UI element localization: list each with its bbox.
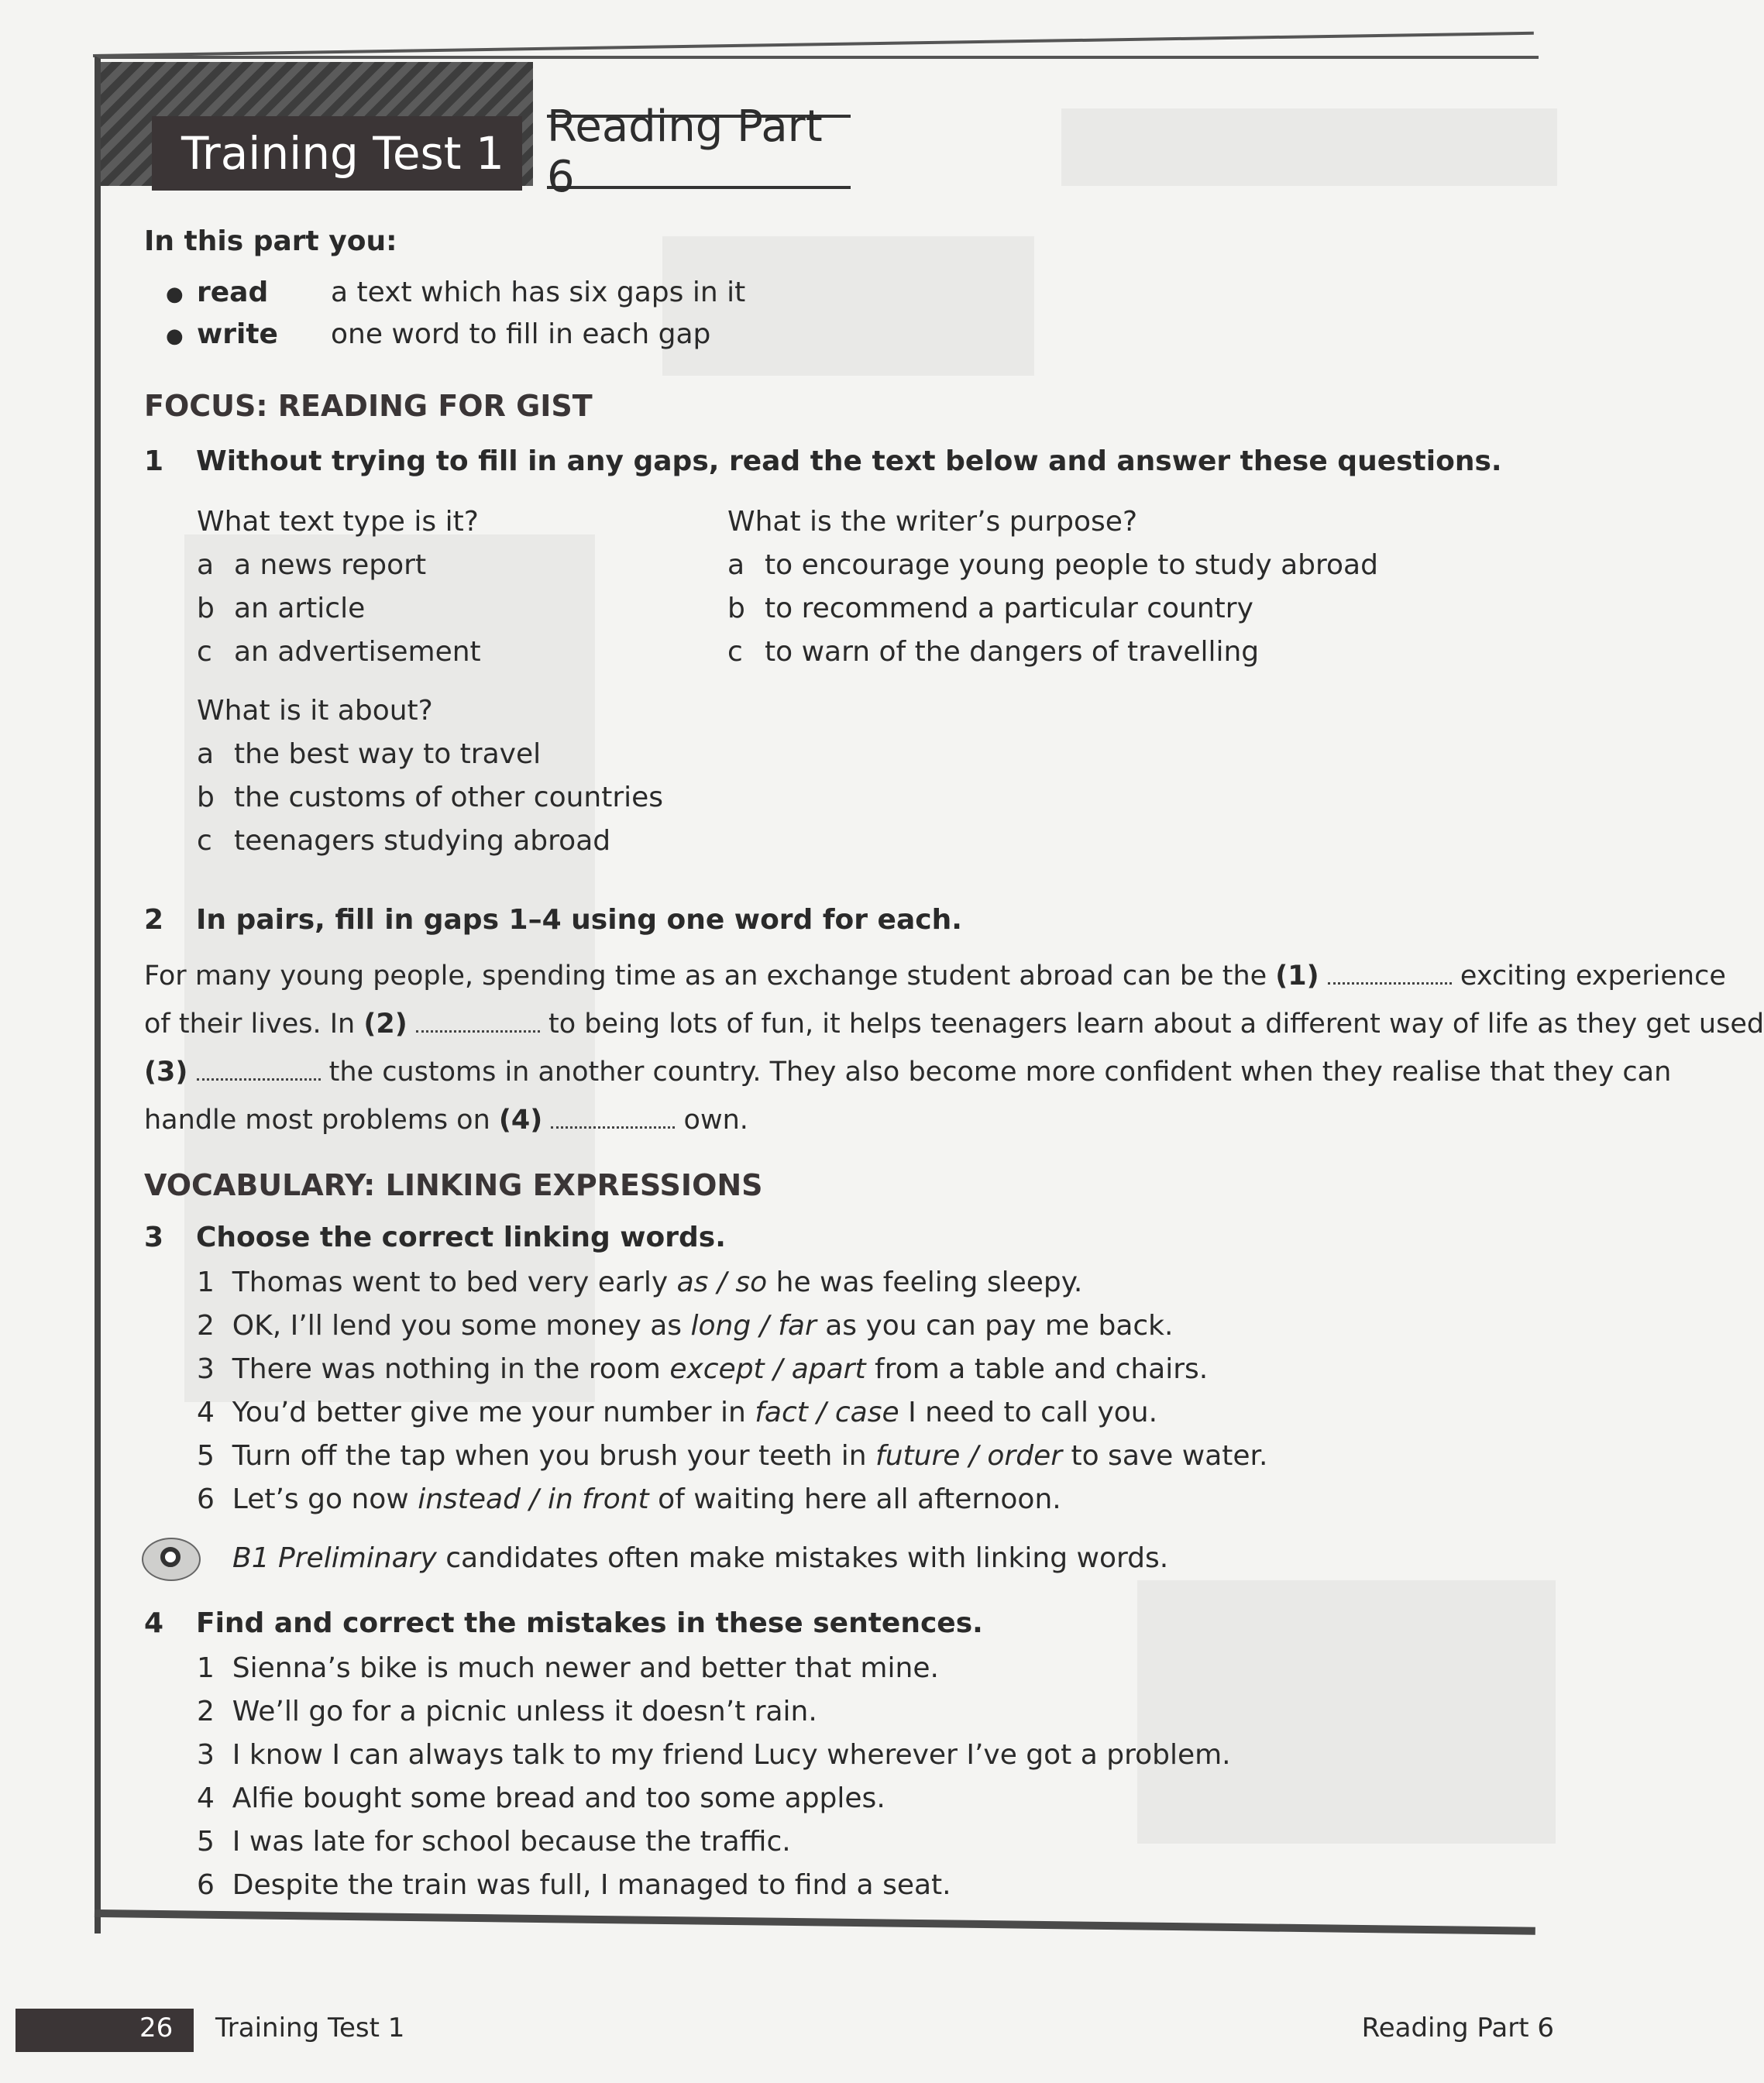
sub-question: What text type is it? bbox=[197, 506, 479, 538]
page-number: 26 bbox=[139, 2013, 174, 2043]
option-letter: a bbox=[727, 549, 745, 581]
option-text: the best way to travel bbox=[234, 738, 542, 770]
option-text: to recommend a particular country bbox=[765, 593, 1253, 624]
question-number: 4 bbox=[144, 1607, 164, 1639]
section-heading: FOCUS: READING FOR GIST bbox=[144, 389, 593, 423]
list-item: 4 Alfie bought some bread and too some apples. bbox=[197, 1782, 885, 1814]
question-number: 2 bbox=[144, 904, 164, 936]
option-text: the customs of other countries bbox=[234, 782, 664, 813]
intro-desc: one word to fill in each gap bbox=[331, 318, 711, 350]
section-heading: VOCABULARY: LINKING EXPRESSIONS bbox=[144, 1168, 763, 1202]
list-item: 1 Thomas went to bed very early as / so he was feeling sleepy. bbox=[197, 1267, 1083, 1298]
list-item: 3 I know I can always talk to my friend Lucy wherever I’ve got a problem. bbox=[197, 1739, 1231, 1771]
option-letter: a bbox=[197, 549, 215, 581]
list-item: 4 You’d better give me your number in fact / case I need to call you. bbox=[197, 1397, 1158, 1428]
gap-text-line: For many young people, spending time as an exchange student abroad can be the (1) exciting experience bbox=[144, 961, 1726, 992]
option-text: to encourage young people to study abroad bbox=[765, 549, 1378, 581]
option-text: an advertisement bbox=[234, 636, 481, 668]
list-item: 3 There was nothing in the room except / apart from a table and chairs. bbox=[197, 1353, 1209, 1385]
gap-text-line: handle most problems on (4) own. bbox=[144, 1105, 748, 1136]
gap-blank[interactable] bbox=[416, 1007, 540, 1033]
list-item: 5 I was late for school because the traffic. bbox=[197, 1826, 791, 1858]
question-text: Find and correct the mistakes in these sentences. bbox=[196, 1607, 983, 1639]
question-text: Choose the correct linking words. bbox=[196, 1222, 726, 1253]
top-rule bbox=[93, 32, 1534, 57]
intro-verb: ● write bbox=[197, 318, 278, 352]
question-text: In pairs, fill in gaps 1–4 using one word for each. bbox=[196, 904, 962, 936]
gap-blank[interactable] bbox=[551, 1103, 675, 1129]
gap-text-line: (3) the customs in another country. They also become more confident when they realise that they can bbox=[144, 1057, 1672, 1088]
question-text: Without trying to fill in any gaps, read the text below and answer these questions. bbox=[196, 445, 1502, 477]
option-letter: b bbox=[197, 782, 215, 813]
sub-question: What is it about? bbox=[197, 695, 433, 727]
gap-blank[interactable] bbox=[1328, 959, 1452, 985]
eye-icon bbox=[142, 1538, 201, 1581]
list-item: 2 OK, I’ll lend you some money as long / far as you can pay me back. bbox=[197, 1310, 1174, 1342]
page-subtitle: Reading Part 6 bbox=[547, 115, 851, 189]
intro-label: In this part you: bbox=[144, 225, 397, 257]
gap-text-line: of their lives. In (2) to being lots of fun, it helps teenagers learn about a different way of life as they get used bbox=[144, 1009, 1764, 1040]
option-letter: a bbox=[197, 738, 215, 770]
intro-verb: ● read bbox=[197, 276, 268, 310]
intro-desc: a text which has six gaps in it bbox=[331, 277, 746, 308]
page-title: Training Test 1 bbox=[152, 116, 522, 191]
option-letter: b bbox=[727, 593, 745, 624]
option-text: teenagers studying abroad bbox=[234, 825, 611, 857]
question-number: 1 bbox=[144, 445, 164, 477]
option-text: an article bbox=[234, 593, 366, 624]
option-letter: c bbox=[197, 825, 212, 857]
list-item: 5 Turn off the tap when you brush your teeth in future / order to save water. bbox=[197, 1440, 1268, 1472]
option-text: a news report bbox=[234, 549, 427, 581]
footer-left: Training Test 1 bbox=[215, 2013, 405, 2043]
question-number: 3 bbox=[144, 1222, 164, 1253]
list-item: 6 Despite the train was full, I managed to find a seat. bbox=[197, 1869, 951, 1901]
exam-tip: B1 Preliminary candidates often make mistakes with linking words. bbox=[232, 1542, 1169, 1574]
option-text: to warn of the dangers of travelling bbox=[765, 636, 1260, 668]
list-item: 1 Sienna’s bike is much newer and better that mine. bbox=[197, 1652, 939, 1684]
gap-blank[interactable] bbox=[197, 1055, 321, 1081]
list-item: 2 We’ll go for a picnic unless it doesn’t rain. bbox=[197, 1696, 817, 1727]
option-letter: c bbox=[197, 636, 212, 668]
option-letter: c bbox=[727, 636, 743, 668]
sub-question: What is the writer’s purpose? bbox=[727, 506, 1138, 538]
list-item: 6 Let’s go now instead / in front of waiting here all afternoon. bbox=[197, 1483, 1061, 1515]
footer-right: Reading Part 6 bbox=[1361, 2013, 1554, 2043]
option-letter: b bbox=[197, 593, 215, 624]
